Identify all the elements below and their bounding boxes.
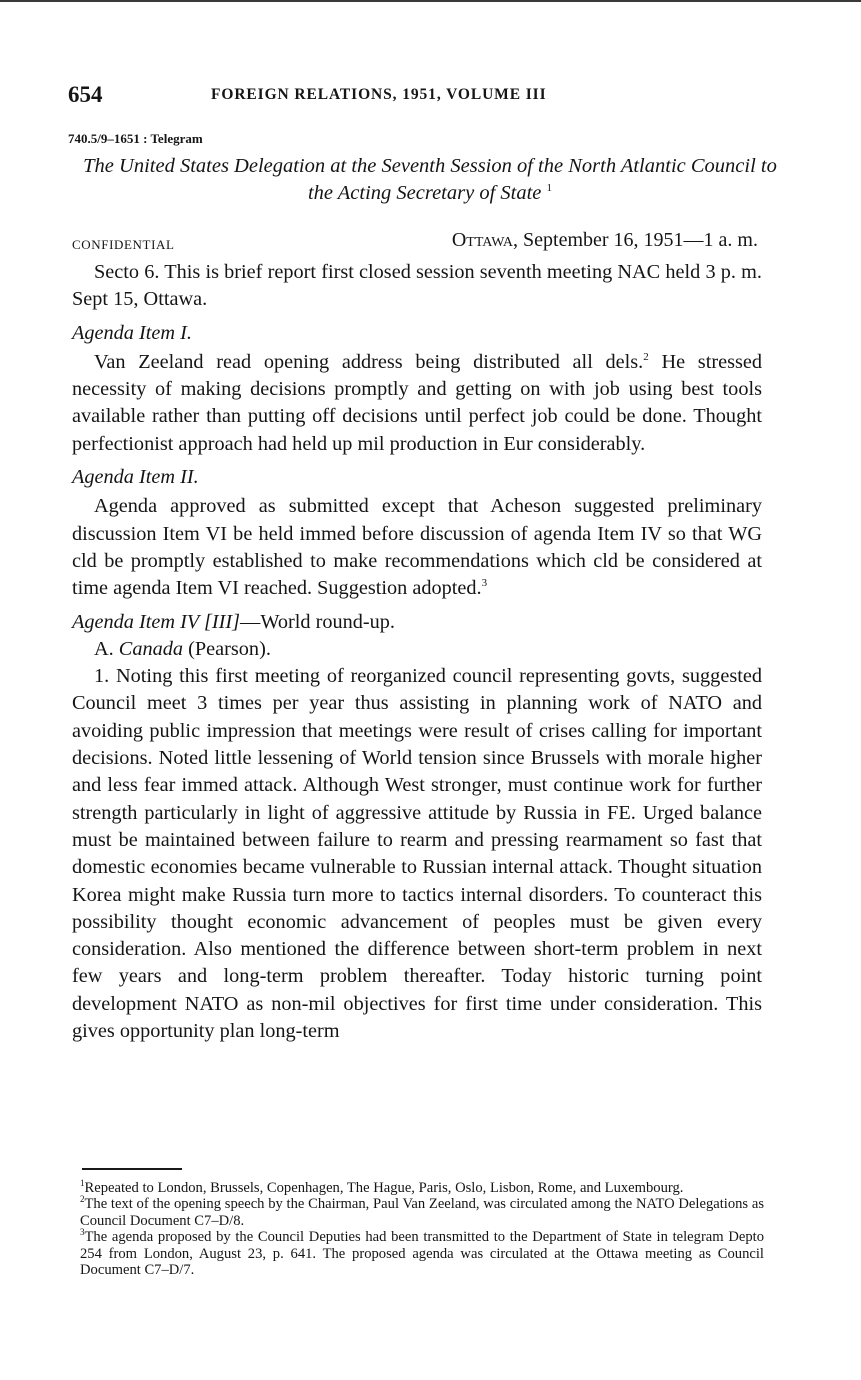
footnote-3 (80, 1229, 764, 1278)
agenda-item-1-text-b: He stressed necessity of making decisions promptly and getting on with job using best tools available rather than putting off decisions until perfect job could be done. Thought perfectionist approach had held up mil production in Eur considerably. (72, 350, 763, 455)
page-top-edge (0, 0, 861, 2)
footnote-1 (80, 1180, 764, 1196)
classification: CONFIDENTIAL (72, 237, 175, 252)
page-header (68, 82, 788, 112)
running-head: FOREIGN RELATIONS, 1951, VOLUME III (211, 86, 547, 103)
document-title (80, 153, 780, 207)
subsection-a-speaker: (Pearson). (183, 637, 271, 660)
footnote-2 (80, 1196, 764, 1229)
intro-paragraph: Secto 6. This is brief report first closed session seventh meeting NAC held 3 p. m. Sept 15, Ottawa. (72, 261, 762, 311)
subsection-a-prefix: A. (94, 637, 119, 660)
footnote-3-text: The agenda proposed by the Council Deputies had been transmitted to the Department of State in telegram Depto 254 from London, August 23, p. 641. The proposed agenda was circulated at the Ottawa meeting as Council Document C7–D/7. (80, 1229, 764, 1279)
dateline-date: , September 16, 1951—1 a. m. (513, 229, 758, 251)
dateline-row (72, 229, 758, 257)
agenda-item-1-text-a: Van Zeeland read opening address being distributed all dels. (94, 350, 644, 373)
agenda-item-2-heading: Agenda Item II. (72, 466, 199, 489)
agenda-item-2-text (72, 493, 762, 602)
footnote-ref-3: 3 (481, 577, 488, 590)
footnote-3-mark: 3 (80, 1227, 85, 1238)
footnote-1-text: Repeated to London, Brussels, Copenhagen, The Hague, Paris, Oslo, Lisbon, Rome, and Luxembourg. (84, 1180, 684, 1196)
footnote-1-mark: 1 (80, 1178, 85, 1189)
agenda-item-4-title: Agenda Item IV [III] (72, 610, 241, 633)
footnote-ref-2: 2 (643, 351, 649, 364)
document-title-text: The United States Delegation at the Seventh Session of the North Atlantic Council to the Acting Secretary of State (83, 155, 777, 204)
agenda-item-4-title-rest: —World round-up. (240, 610, 395, 633)
dateline-place: Ottawa (451, 229, 514, 251)
subsection-a-heading (72, 636, 762, 663)
telegram-body (72, 259, 762, 1045)
footnote-ref-1: 1 (546, 182, 553, 195)
dateline (452, 229, 758, 252)
agenda-item-4-heading (72, 609, 762, 636)
footnote-separator (82, 1168, 182, 1170)
agenda-item-1-text (72, 349, 762, 458)
point-1-paragraph: 1. Noting this first meeting of reorganized council representing govts, suggested Council meet 3 times per year thus assisting in planning work of NATO and avoiding public impression that meetings were result of crises calling for important decisions. Noted little lessening of World tension since Brussels with morale higher and less fear immed attack. Although West stronger, must continue work for further strength particularly in light of aggressive attitude by Russia in FE. Urged balance must be maintained between failure to rearm and pressing rearmament so fast that domestic economies became vulnerable to Russian internal attack. Thought situation Korea might make Russia turn more to tactics internal disorders. To counteract this possibility thought economic advancement of peoples must be given every consideration. Also mentioned the difference between short-term problem in next few years and long-term problem thereafter. Today historic turning point development NATO as non-mil objectives for first time under consideration. This gives opportunity plan long-term (72, 665, 762, 1043)
agenda-item-2-text-a: Agenda approved as submitted except that Acheson suggested preliminary discussion Item VI be held immed before discussion of agenda Item IV so that WG cld be promptly established to make recommendations which cld be considered at time agenda Item VI reached. Suggestion adopted. (72, 495, 762, 600)
footnote-2-text: The text of the opening speech by the Chairman, Paul Van Zeeland, was circulated among the NATO Delegations as Council Document C7–D/8. (80, 1196, 764, 1229)
file-number: 740.5/9–1651 : Telegram (68, 131, 203, 146)
subsection-a-country: Canada (118, 637, 184, 660)
footnote-2-mark: 2 (80, 1194, 85, 1205)
footnotes (80, 1180, 764, 1278)
page-number: 654 (68, 82, 103, 107)
agenda-item-1-heading: Agenda Item I. (72, 321, 192, 344)
